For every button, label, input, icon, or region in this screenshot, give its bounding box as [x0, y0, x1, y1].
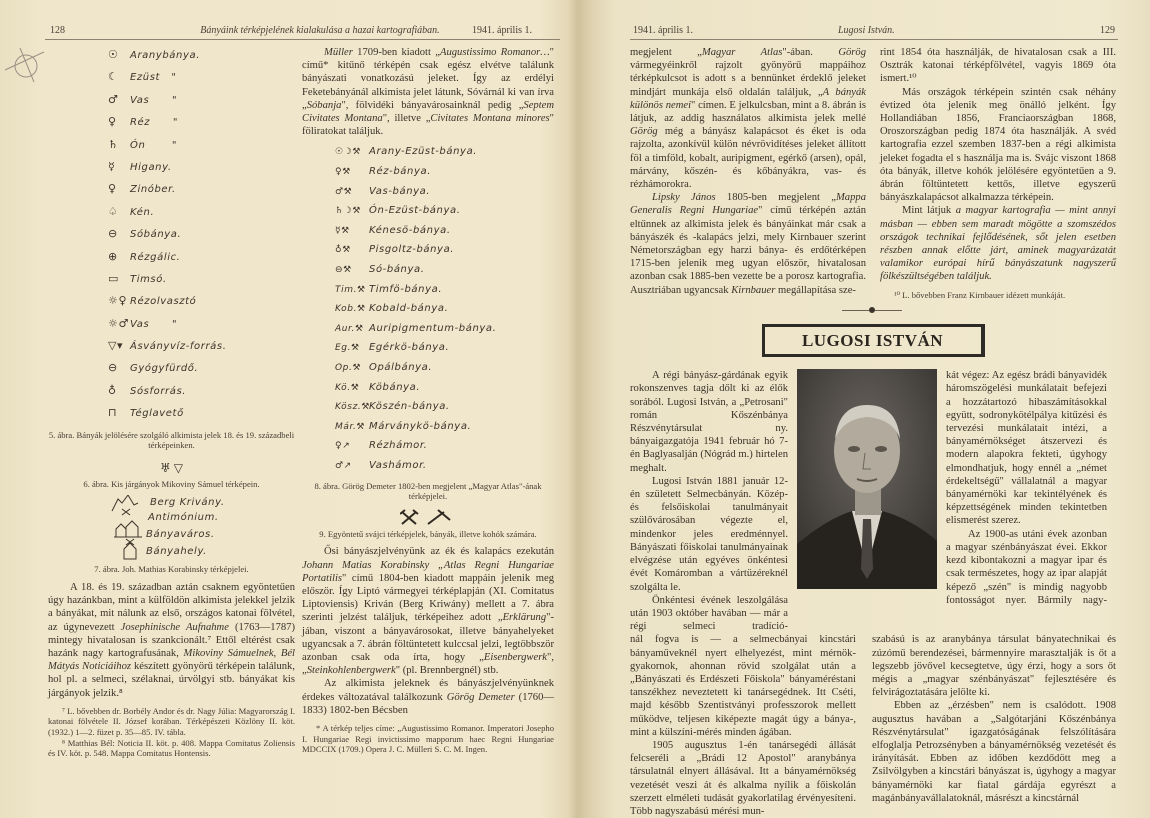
middle-column-footnotes — [302, 723, 554, 755]
symbol-label: Ásványvíz-forrás. — [130, 341, 227, 353]
figure-7-label: Antimónium. — [148, 512, 219, 524]
text-run: " című térképén aztán eltűnnek az alkimista jelek és bányáinkat már csak a bányászék és -kalapács jelzi, mely Kirnbauer szerint Németországban egy harzi bánya- és erdőtérképen 1715-ben jelenik meg ugyan először, hivatalosan azonban csak 1885-ben vezette be a porosz kartografia. Ausztriában ugyancsak — [630, 205, 866, 296]
figure-5-item — [48, 203, 295, 225]
figure-7-korabinsky-symbols — [48, 495, 295, 561]
text-run: "-jában, viszont a bányavárosokat, illetve bányahelyeket ugyancsak a 7. ábrán föltüntetett kulccsal jelzi, legtöbbször azonban csak oda írta, hogy „ — [302, 612, 554, 663]
symbol-label: Zinóber. — [130, 184, 176, 196]
map-symbol-icon: Már.⚒ — [335, 421, 366, 432]
footnote: * A térkép teljes címe: „Augustissimo Romanor. Imperatori Josepho I. Hungariae Regi invictissimo mapporum haec Regni Hungariae MDCCIX (1709.) Opera J. C. Mülleri S. C. M. Ingen. — [302, 722, 554, 755]
map-symbol-icon: ♂↗ — [335, 460, 352, 471]
symbol-label: Gyógyfürdő. — [130, 363, 199, 375]
figure-8-item — [302, 282, 554, 302]
symbol-label: Márványkö-bánya. — [369, 420, 472, 432]
map-symbol-icon: ☾ — [108, 70, 119, 84]
paragraph — [630, 475, 788, 594]
map-symbol-icon: Kö.⚒ — [335, 382, 360, 393]
figure-8-item — [302, 419, 554, 439]
text-run: Más országok térképein szintén csak néhány évtized óta jelenik meg önálló jelként. Így Hollandiában 1856, Franciaországban 1868, Oroszországban pedig 1874 óta használják. A svéd kartografia ezzel szemben 1837-ben a régi alkimista jeleket fogadta el s használja ma is. Svájc viszont 1868 óta bányák, illetve kohók jelölésére egyöntetűen a 9. ábrán föltüntetett kettős, illetve egyszerű bányászkalapácsot alkalmazza térképein. — [880, 86, 1116, 204]
text-run: " címen. E jelkulcsban, mint a 8. ábrán is látjuk, az addig használatos alkimista jelek mellé — [630, 99, 866, 125]
text-run: Ebben az „érzésben" nem is csalódott. 1908 augusztus havában a „Salgótarjáni Kőszénbánya Részvénytársulat" igazgatóságának felszólítására elfoglalja Petrozsényben a bányamérnökség vezetését és irányítását. Ebben az időben kezdődött meg a Zsilvölgyben a kincstári bányászat is, úgyhogy a magyar bányamérnöki kar fiatal gárdája egyrészt a magánbányavállalatoknál, másrészt a kincstárnál — [872, 700, 1116, 804]
map-symbol-icon: ⊖ — [108, 227, 118, 241]
map-symbol-icon: Kob.⚒ — [335, 304, 366, 315]
left-page-left-column — [48, 46, 295, 759]
text-run: " föliratokat találjuk. — [302, 113, 554, 138]
figure-9-hammer-icons — [400, 508, 456, 526]
figure-8-item — [302, 340, 554, 360]
pencil-annotation-mark — [2, 40, 47, 85]
figure-8-item — [302, 438, 554, 458]
figure-5-item — [48, 225, 295, 247]
text-run: (1760—1833) 1802-ben Bécsben — [302, 691, 554, 716]
symbol-label: Arany-Ezüst-bánya. — [369, 146, 478, 158]
italic-text: Görög Demeter — [446, 691, 515, 703]
italic-text: Eisenbergwerk — [483, 651, 548, 663]
map-symbol-icon: ♀ — [108, 182, 117, 196]
footnote: ⁸ Matthias Bél: Noticia II. köt. p. 408. Mappa Comitatus Zoliensis és IV. köt. p. 548. Mappa Comitatus Hontensis. — [48, 737, 295, 759]
right-page-column-2-text — [880, 46, 1116, 284]
right-page-footnotes — [880, 290, 1116, 301]
map-symbol-icon: ♄☽⚒ — [335, 206, 361, 217]
symbol-label: Rézgálic. — [130, 251, 181, 263]
header-date-left: 1941. április 1. — [472, 25, 532, 36]
figure-5-item — [48, 292, 295, 314]
header-date-right: 1941. április 1. — [633, 25, 693, 36]
paragraph — [630, 594, 788, 634]
obituary-narrow-left — [630, 369, 788, 633]
map-symbol-icon: Op.⚒ — [335, 362, 362, 373]
text-run: Lugosi István 1881 január 12-én született Selmecbányán. Közép- és felsőiskolai tanulmányait szülővárosában végezte el, mindenkor jeles eredménnyel. Bányászati főiskolai tanulmányainak elvégzése után egyéves önkéntesi évét Komáromban a vártüzéreknél szolgálta le. — [630, 475, 788, 593]
text-run: "-ában. — [782, 47, 839, 58]
figure-7-label: Bányahely. — [146, 546, 207, 558]
map-symbol-icon: Kösz.⚒ — [335, 402, 370, 413]
single-hammer-icon — [428, 510, 450, 524]
italic-text: Augustissimo Romanor… — [439, 47, 550, 58]
paragraph — [630, 191, 866, 297]
running-title-right: Lugosi István. — [838, 25, 895, 36]
right-page-column-1 — [630, 46, 866, 297]
symbol-label: Kobald-bánya. — [369, 303, 449, 315]
portrait-photo — [797, 369, 937, 589]
divider-dot — [869, 307, 875, 313]
symbol-label: Vas " — [130, 318, 178, 330]
paragraph — [302, 677, 554, 717]
figure-8-item — [302, 184, 554, 204]
figure-5-item — [48, 270, 295, 292]
italic-text: A bányák különös nemei — [630, 86, 866, 111]
symbol-label: Auripigmentum-bánya. — [369, 322, 497, 334]
italic-text: Lipsky János — [652, 192, 716, 204]
figure-5-item — [48, 136, 295, 158]
figure-8-item — [302, 223, 554, 243]
figure-5-item — [48, 113, 295, 135]
italic-text: Görög — [838, 47, 866, 58]
symbol-label: Timsó. — [130, 273, 167, 285]
hammer-pick-icon — [122, 509, 130, 515]
symbol-label: Sósforrás. — [130, 385, 187, 397]
obituary-wide-left — [630, 633, 856, 818]
figure-5-item — [48, 180, 295, 202]
header-rule-right — [630, 39, 1118, 40]
map-symbol-icon: ⊖ — [108, 361, 118, 375]
figure-8-item — [302, 301, 554, 321]
text-run: ", „ — [302, 651, 554, 677]
symbol-label: Opálbánya. — [369, 361, 433, 373]
figure-8-caption: 8. ábra. Görög Demeter 1802-ben megjelent „Magyar Atlas"-ának térképjelei. — [314, 480, 542, 502]
symbol-label: Timfö-bánya. — [369, 283, 443, 295]
italic-text: Johann Matias Korabinsky „Atlas Regni Hungariae Portatilis — [302, 559, 554, 584]
figure-7-label: Bányaváros. — [146, 529, 215, 541]
text-run: nál fogva is — a selmecbányai kincstári bányaműveknél nyert elhelyezést, mint mérnök-gyakornok, ahonnan rövid szolgálat után a „Bányászati és Erdészeti Főiskola" bányaméréstani tanszékhez neveztetett ki tanársegédnek. Itt Cséti, majd később Szentistványi professzorok mellett működve, teljesen kiképezte magát úgy a bánya-, mint a külszíni-mérés minden ágában. — [630, 634, 856, 738]
map-symbol-icon: ♂⚒ — [335, 186, 353, 197]
figure-9-symbols — [302, 508, 554, 526]
portrait-image — [797, 369, 937, 589]
map-symbol-icon: ♁ — [108, 383, 117, 397]
paragraph — [946, 369, 1107, 527]
figure-8-item — [302, 380, 554, 400]
left-column-footnotes — [48, 706, 295, 759]
figure-8-item — [302, 321, 554, 341]
figure-6-caption: 6. ábra. Kis járgányok Mikoviny Sámuel térképein. — [83, 478, 260, 489]
figure-5-item — [48, 158, 295, 180]
symbol-label: Kénesö-bánya. — [369, 224, 451, 236]
header-rule-left — [45, 39, 560, 40]
section-divider — [630, 304, 1116, 316]
text-run: vármegyéinkről rajzolt gyönyörű mappáihoz térképkulcsot is adott s a bennünket érdeklő jeleket mindjárt munkája első oldalán találjuk, „ — [630, 60, 866, 98]
middle-column-body — [302, 545, 554, 717]
text-run: " című* kitűnő térképén csak egész elvétve találunk bányászati vonatkozású jeleket. Így az erdélyi Feketebányánál alkimista jelet látunk, Sóvárnál ki van írva „ — [302, 47, 554, 111]
figure-8-item — [302, 360, 554, 380]
italic-text: Mappa Generalis Regni Hungariae — [630, 192, 866, 217]
left-column-body — [48, 581, 295, 700]
map-symbol-icon: ☉ — [108, 48, 119, 61]
symbol-label: Pisgoltz-bánya. — [369, 244, 455, 256]
symbol-label: Réz-bánya. — [369, 166, 431, 178]
figure-8-symbol-list — [302, 144, 554, 477]
map-symbol-icon: ⊖⚒ — [335, 264, 352, 275]
symbol-label: Ón-Ezüst-bánya. — [369, 205, 461, 217]
map-symbol-icon: ☉☽⚒ — [335, 147, 361, 158]
text-run: készített gyönyörű térképein találunk, hol pl. a selmeci, szélaknai, úrvölgyi stb. bányákat kis járgányok jelzik.⁸ — [48, 661, 295, 699]
paragraph — [946, 528, 1107, 607]
symbol-label: Vas-bánya. — [369, 185, 431, 197]
paragraph — [630, 633, 856, 739]
symbol-label: Higany. — [130, 161, 172, 173]
figure-5-item — [48, 68, 295, 90]
figure-8-item — [302, 242, 554, 262]
text-run: Mint látjuk — [902, 205, 956, 217]
figure-8-item — [302, 399, 554, 419]
symbol-label: Sóbánya. — [130, 229, 182, 241]
italic-text: Mikoviny Sámuelnek, Bél Mátyás Noticiáihoz — [48, 648, 295, 673]
figure-7-label: Berg Krivány. — [150, 497, 225, 509]
italic-text: Kirnbauer — [731, 284, 776, 296]
figure-8-item — [302, 458, 554, 478]
text-run: " című 1804-ben kiadott mappáin jelenik meg először. Így Liptó vármegyei térképlapján (XI. Comitatus Liptoviensis) Kriván (Berg Kriwány) mellett a 7. ábra szerinti jelzést találjuk, térképeihez adott „ — [302, 572, 554, 624]
running-title-left: Bányáink térképjelének kialakulása a hazai kartografiában. — [200, 25, 440, 36]
figure-7-caption: 7. ábra. Joh. Mathias Korabinsky térképjelei. — [94, 564, 249, 575]
map-symbol-icon: ♤ — [108, 204, 119, 218]
figure-6-symbols: ♅ ▽ — [160, 460, 183, 475]
text-run: ", illetve „ — [382, 113, 431, 125]
obituary-title: LUGOSI ISTVÁN — [762, 324, 985, 357]
figure-5-item — [48, 315, 295, 337]
symbol-label: Kén. — [130, 206, 155, 218]
symbol-label: Réz " — [130, 117, 179, 129]
crossed-hammers-icon — [400, 510, 418, 524]
figure-8-item — [302, 203, 554, 223]
paragraph — [48, 581, 295, 700]
text-run: szabású is az aranybánya társulat bányatechnikai és zúzómű berendezései, bármennyire marasztalják is őt a legszebb jövővel kecsegtetve, úgy érzi, hogy a sors őt mégis a „magyar szénbányászat" fejlesztésére és felvirágoztatására jelölte ki. — [872, 634, 1116, 699]
right-page-top-columns — [630, 46, 1116, 300]
text-run: A 18. és 19. században aztán csaknem egyöntetűen úgy hazánkban, mint a külföldön alkimista jelekkel jelzik a bányákat, mit nálunk az első, országos katonai fölvétel, az úgynevezett — [48, 582, 295, 633]
footnote: ⁷ L. bővebben dr. Borbély Andor és dr. Nagy Júlia: Magyarország I. katonai fölvétele II. József korában. Térképészeti Közlöny II. köt. (1932.) 1—2. füzet p. 35—85. IV. tábla. — [48, 705, 295, 738]
symbol-label: Rézolvasztó — [130, 296, 197, 308]
paragraph — [872, 699, 1116, 805]
paragraph — [880, 204, 1116, 283]
figure-5-item — [48, 359, 295, 381]
text-run: 1805-ben megjelent „ — [715, 192, 836, 204]
figure-9-caption: 9. Egyöntetű svájci térképjelek, bányák, illetve kohók számára. — [319, 528, 537, 539]
italic-text: Sóbanja — [306, 99, 342, 111]
left-page-middle-column — [302, 46, 554, 755]
italic-text: Görög — [630, 126, 658, 138]
map-symbol-icon: Tim.⚒ — [335, 284, 366, 295]
symbol-label: Aranybánya. — [130, 50, 200, 61]
symbol-label: Ezüst " — [130, 72, 177, 84]
figure-5-item — [48, 337, 295, 359]
symbol-label: Téglavető — [130, 408, 184, 420]
paragraph — [880, 46, 1116, 86]
figure-5-symbol-list — [48, 46, 295, 427]
figure-5-item — [48, 248, 295, 270]
italic-text: Erklärung — [502, 612, 547, 624]
figure-5-item — [48, 91, 295, 113]
text-run: kát végez: Az egész brádi bányavidék háromszögelési munkálatait befejezi a hozzátartozó hibaszámításokkal együtt, sodronykötélpálya kitűzési és tervezési munkálatait intézi, a bányamérnökséget átszervezi és modern alapokra fekteti, úgyhogy elmondhatjuk, hogy ennél a „német érdekeltségű" vállalatnál a magyar bányamérnöki kar tekintélyének és képzettségének minden tekintetben elismerést szerez. — [946, 370, 1107, 527]
paragraph — [630, 739, 856, 818]
page-number-right: 129 — [1100, 25, 1115, 36]
text-run: (1763—1787) mintegy hivatalosan is szankcionált.⁷ Ettől eltérést csak hazánk nagy kartografusának, — [48, 621, 295, 660]
map-symbol-icon: ☿⚒ — [335, 225, 350, 236]
symbol-label: Vas " — [130, 94, 178, 106]
page-number-left: 128 — [50, 25, 65, 36]
symbol-label: Vashámor. — [369, 459, 427, 471]
italic-text: a magyar kartografia — mint annyi másban — ebben sem maradt mögötte a szomszédos országok technikai fejlődésének, sőt jelen esetben részben annak előtte járt, aminek magyarázatát valamikor európai hírű bányászatunk nagyszerű fölkészültségében találjuk. — [880, 205, 1116, 283]
figure-8-item — [302, 144, 554, 164]
text-run: megállapítása sze- — [775, 284, 856, 296]
mining-town-icon — [114, 521, 142, 537]
figure-5-item — [48, 382, 295, 404]
map-symbol-icon: ♄ — [108, 137, 119, 151]
figure-8-item — [302, 262, 554, 282]
map-symbol-icon: Aur.⚒ — [335, 323, 364, 334]
obituary-narrow-right — [946, 369, 1107, 607]
middle-column-intro — [302, 46, 554, 138]
symbol-label: Köszén-bánya. — [369, 401, 450, 413]
figure-5-item — [48, 404, 295, 426]
paragraph — [630, 369, 788, 475]
text-run: 1709-ben kiadott „ — [352, 47, 440, 58]
paragraph — [302, 545, 554, 677]
map-symbol-icon: Eg.⚒ — [335, 343, 360, 354]
text-run: Az 1900-as utáni évek azonban a magyar szénbányászat évei. Ekkor kezd kibontakozni a magyar ipar és csak természetes, hogy az ipar alapját képező „szén" is mindig nagyobb fontosságot nyer. Bármily nagy- — [946, 528, 1107, 606]
figure-5-caption: 5. ábra. Bányák jelölésére szolgáló alkimista jelek 18. és 19. századbeli térképeinken. — [48, 429, 295, 451]
mining-place-icon — [124, 539, 136, 559]
italic-text: Septem Civitates Montana — [302, 99, 554, 125]
paragraph — [872, 633, 1116, 699]
text-run: A régi bányász-gárdának egyik rokonszenves tagja dőlt ki az élők sorából. Lugosi István, a „Petrosani" román Kőszénbánya Részvénytársulat ny. bányaigazgatója 1941 február hó 7-én Baglyasalján (Nógrád m.) hirtelen meghalt. — [630, 370, 788, 474]
symbol-label: Köbánya. — [369, 381, 421, 393]
symbol-label: Ón " — [130, 139, 178, 151]
text-run: Önkéntesi évének leszolgálása után 1903 október havában — már a régi selmeci tradíció- — [630, 594, 788, 633]
footnote: ¹⁰ L. bővebben Franz Kirnbauer idézett munkáját. — [894, 289, 1066, 300]
text-run: még a bányász kalapácsot és éket is oda rajzolta, azonkívül külön névrövidítéses jeleket állított föl a timföld, kobalt, auripigment, egérkő (arsen), opál, márvány, kőszén- és kőbányákra, vas- és rézhámorokra. — [630, 126, 866, 191]
right-page-column-2 — [880, 46, 1116, 300]
map-symbol-icon: ⊕ — [108, 249, 118, 263]
map-symbol-icon: ⊓ — [108, 406, 118, 420]
map-symbol-icon: ♀⚒ — [335, 167, 351, 178]
italic-text: Civitates Montana minores — [430, 113, 550, 125]
obituary-upper-row — [630, 369, 1116, 633]
text-run: rint 1854 óta használják, de hivatalosan csak a III. Osztrák katonai térképfölvétel, vagyis 1869 óta ismert.¹⁰ — [880, 47, 1116, 85]
figure-8-item — [302, 164, 554, 184]
paragraph — [630, 46, 866, 191]
map-symbol-icon: ♀↗ — [335, 441, 351, 452]
italic-text: Steinkohlenbergwerk — [306, 665, 396, 677]
text-run: megjelent „ — [630, 47, 702, 58]
map-symbol-icon: ♁⚒ — [335, 245, 351, 256]
obituary-lower-row — [630, 633, 1116, 818]
paragraph — [302, 46, 554, 138]
italic-text: Müller — [324, 47, 353, 58]
obituary-wide-right — [872, 633, 1116, 805]
text-run: Ősi bányászjelvényünk az ék és kalapács ezekután — [324, 546, 554, 558]
text-run: Az alkimista jeleknek és bányászjelvényünknek érdekes változatával találkozunk — [302, 678, 554, 703]
map-symbol-icon: ☿ — [108, 159, 116, 173]
symbol-label: Rézhámor. — [369, 440, 428, 452]
right-page-body — [630, 46, 1116, 818]
paragraph — [880, 86, 1116, 205]
text-run: " (pl. Brennbergnél) stb. — [395, 665, 499, 677]
italic-text: Magyar Atlas — [701, 47, 783, 58]
map-symbol-icon: ♀ — [108, 115, 117, 129]
text-run: 1905 augusztus 1-én tanársegédi állását felcseréli a „Brádi 12 Apostol" aranybánya társulatnál elnyert állásával. Itt a bányamérnökség vezetését veszi át és alkalma nyílik a főiskolán szerzett elméleti tudását gyakorlatilag érvényesíteni. Több nagyszabású mérési mun- — [630, 739, 856, 817]
map-symbol-icon: ♂ — [108, 92, 119, 106]
map-symbol-icon: ☼♀ — [108, 294, 128, 308]
text-run: ", fölvidéki bányavárosainknál pedig „ — [341, 99, 524, 111]
mountain-icon — [112, 495, 138, 511]
map-symbol-icon: ▭ — [108, 271, 119, 285]
map-symbol-icon: ▽▾ — [108, 339, 124, 353]
italic-text: Josephinische Aufnahme — [120, 621, 229, 633]
figure-5-item — [48, 46, 295, 68]
map-symbol-icon: ☼♂ — [108, 316, 129, 330]
symbol-label: Só-bánya. — [369, 263, 425, 275]
symbol-label: Egérkö-bánya. — [369, 342, 450, 354]
